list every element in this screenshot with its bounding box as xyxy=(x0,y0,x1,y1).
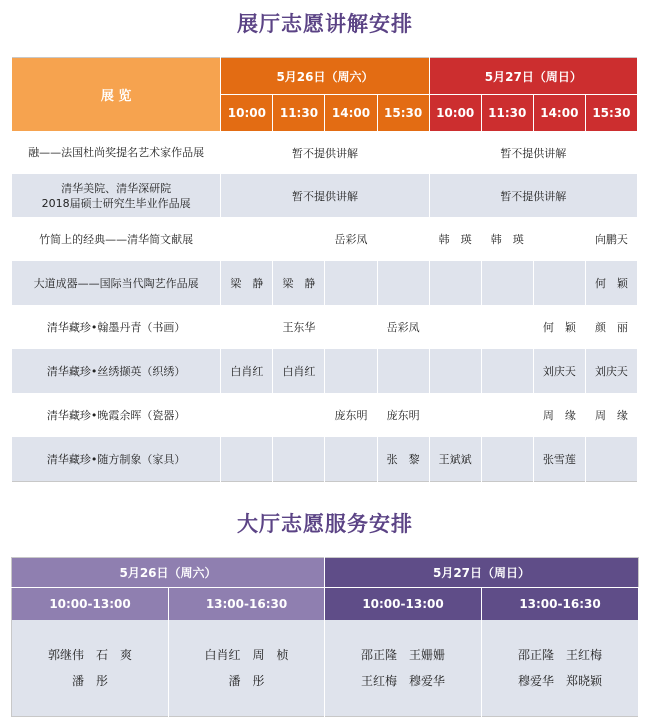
volunteer-names: 穆爱华 郑晓颖 xyxy=(517,674,602,688)
guide-volunteer-cell: 韩 瑛 xyxy=(429,217,481,261)
guide-volunteer-cell xyxy=(325,349,377,393)
guide-volunteer-cell: 岳彩凤 xyxy=(377,305,429,349)
guide-volunteer-cell xyxy=(221,305,273,349)
guide-volunteer-cell: 王东华 xyxy=(273,305,325,349)
time-header: 15:30 xyxy=(377,95,429,132)
hall-slot-header: 10:00-13:00 xyxy=(12,588,169,621)
guide-volunteer-cell: 庞东明 xyxy=(325,393,377,437)
guide-volunteer-cell xyxy=(429,393,481,437)
exhibition-name: 融——法国杜尚奖提名艺术家作品展 xyxy=(12,131,221,174)
day1-header: 5月26日（周六） xyxy=(221,58,429,95)
no-guide-notice: 暂不提供讲解 xyxy=(221,174,429,217)
guide-volunteer-cell xyxy=(429,349,481,393)
no-guide-notice: 暂不提供讲解 xyxy=(221,131,429,174)
guide-volunteer-cell xyxy=(325,261,377,305)
exhibition-row xyxy=(12,437,638,482)
guide-volunteer-cell xyxy=(481,305,533,349)
exhibition-name: 清华藏珍•丝绣撷英（织绣） xyxy=(12,349,221,393)
guide-volunteer-cell xyxy=(377,261,429,305)
hall-slot-header: 10:00-13:00 xyxy=(325,588,482,621)
guide-volunteer-cell: 周 缘 xyxy=(585,393,637,437)
guide-volunteer-cell: 张 黎 xyxy=(377,437,429,482)
guide-volunteer-cell xyxy=(481,261,533,305)
hall-volunteer-cell xyxy=(12,620,169,717)
exhibition-row xyxy=(12,217,638,261)
time-header: 11:30 xyxy=(481,95,533,132)
no-guide-notice: 暂不提供讲解 xyxy=(429,131,637,174)
volunteer-names: 潘 彤 xyxy=(228,674,265,688)
day2-header: 5月27日（周日） xyxy=(429,58,637,95)
exhibition-row xyxy=(12,261,638,305)
time-header: 15:30 xyxy=(585,95,637,132)
exhibition-name: 竹简上的经典——清华简文献展 xyxy=(12,217,221,261)
guide-volunteer-cell xyxy=(481,349,533,393)
exhibition-column-header: 展 览 xyxy=(12,58,221,132)
volunteer-names: 邵正隆 王姗姗 xyxy=(360,648,445,662)
volunteer-names: 郭继伟 石 爽 xyxy=(47,648,132,662)
hall-volunteer-cell xyxy=(169,620,325,717)
guide-volunteer-cell xyxy=(481,437,533,482)
exhibition-name: 清华美院、清华深研院 2018届硕士研究生毕业作品展 xyxy=(12,174,221,217)
guide-volunteer-cell xyxy=(377,217,429,261)
time-header: 14:00 xyxy=(325,95,377,132)
guide-volunteer-cell xyxy=(325,305,377,349)
guide-volunteer-cell xyxy=(221,437,273,482)
hall-schedule-table xyxy=(11,557,639,717)
guide-volunteer-cell: 梁 静 xyxy=(221,261,273,305)
volunteer-names: 邵正隆 王红梅 xyxy=(517,648,602,662)
guide-volunteer-cell: 王斌斌 xyxy=(429,437,481,482)
guide-schedule-title: 展厅志愿讲解安排 xyxy=(237,12,413,36)
hall-volunteer-cell xyxy=(325,620,482,717)
guide-volunteer-cell: 庞东明 xyxy=(377,393,429,437)
guide-schedule-table xyxy=(11,57,638,482)
time-header: 14:00 xyxy=(533,95,585,132)
hall-day2-header: 5月27日（周日） xyxy=(325,558,639,588)
hall-day1-header: 5月26日（周六） xyxy=(12,558,325,588)
guide-volunteer-cell xyxy=(273,437,325,482)
time-header: 11:30 xyxy=(273,95,325,132)
guide-volunteer-cell xyxy=(585,437,637,482)
guide-volunteer-cell xyxy=(533,217,585,261)
guide-volunteer-cell: 刘庆天 xyxy=(533,349,585,393)
exhibition-row xyxy=(12,131,638,174)
exhibition-row xyxy=(12,174,638,217)
guide-volunteer-cell: 白肖红 xyxy=(221,349,273,393)
guide-volunteer-cell xyxy=(429,305,481,349)
hall-slot-header: 13:00-16:30 xyxy=(482,588,639,621)
guide-volunteer-cell: 韩 瑛 xyxy=(481,217,533,261)
hall-volunteer-cell xyxy=(482,620,639,717)
hall-slot-header: 13:00-16:30 xyxy=(169,588,325,621)
volunteer-names: 王红梅 穆爱华 xyxy=(360,674,445,688)
guide-volunteer-cell: 刘庆天 xyxy=(585,349,637,393)
guide-volunteer-cell xyxy=(429,261,481,305)
exhibition-row xyxy=(12,349,638,393)
guide-volunteer-cell xyxy=(533,261,585,305)
guide-volunteer-cell: 周 缘 xyxy=(533,393,585,437)
exhibition-name: 清华藏珍•晚霞余晖（瓷器） xyxy=(12,393,221,437)
guide-volunteer-cell: 白肖红 xyxy=(273,349,325,393)
no-guide-notice: 暂不提供讲解 xyxy=(429,174,637,217)
volunteer-names: 白肖红 周 桢 xyxy=(204,648,289,662)
guide-volunteer-cell xyxy=(377,349,429,393)
guide-volunteer-cell: 颜 丽 xyxy=(585,305,637,349)
guide-volunteer-cell: 向鹏天 xyxy=(585,217,637,261)
guide-volunteer-cell: 何 颖 xyxy=(585,261,637,305)
exhibition-row xyxy=(12,393,638,437)
exhibition-name: 清华藏珍•翰墨丹青（书画） xyxy=(12,305,221,349)
guide-volunteer-cell: 岳彩凤 xyxy=(325,217,377,261)
guide-volunteer-cell xyxy=(325,437,377,482)
guide-volunteer-cell xyxy=(221,393,273,437)
guide-volunteer-cell: 梁 静 xyxy=(273,261,325,305)
time-header: 10:00 xyxy=(429,95,481,132)
exhibition-name: 清华藏珍•随方制象（家具） xyxy=(12,437,221,482)
guide-volunteer-cell: 张雪莲 xyxy=(533,437,585,482)
exhibition-row xyxy=(12,305,638,349)
guide-volunteer-cell xyxy=(273,393,325,437)
guide-volunteer-cell xyxy=(481,393,533,437)
hall-schedule-title: 大厅志愿服务安排 xyxy=(237,512,413,536)
guide-volunteer-cell: 何 颖 xyxy=(533,305,585,349)
time-header: 10:00 xyxy=(221,95,273,132)
volunteer-names: 潘 彤 xyxy=(71,674,108,688)
exhibition-name: 大道成器——国际当代陶艺作品展 xyxy=(12,261,221,305)
guide-volunteer-cell xyxy=(221,217,273,261)
guide-volunteer-cell xyxy=(273,217,325,261)
